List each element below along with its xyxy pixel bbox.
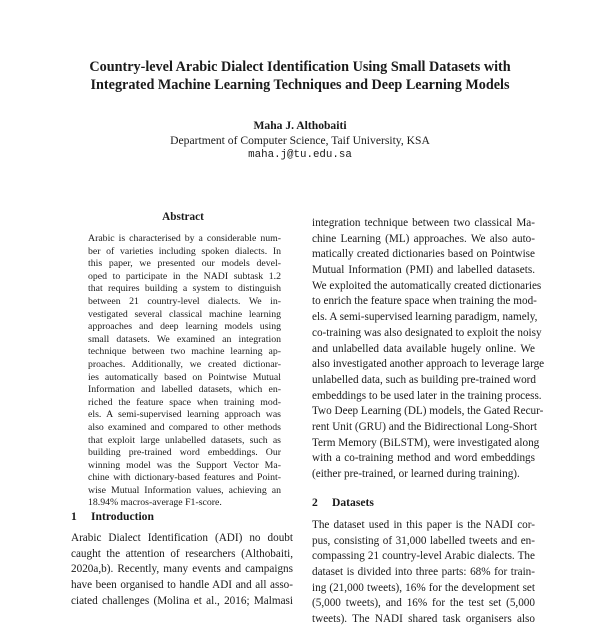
title-line: Country-level Arabic Dialect Identification Using Small Datasets with bbox=[89, 59, 511, 75]
text-line: riched the feature space when training mod- bbox=[88, 396, 281, 408]
datasets-body bbox=[312, 518, 535, 628]
text-line: els. A semi-supervised learning approach was bbox=[88, 409, 281, 421]
section-number: 1 bbox=[71, 510, 77, 523]
text-line: and unlabelled data available hugely online. We bbox=[312, 342, 535, 355]
text-line: We exploited the automatically created dictionaries bbox=[312, 279, 542, 292]
text-line: oped to participate in the NADI subtask 1.2 bbox=[88, 270, 281, 282]
section-number: 2 bbox=[312, 496, 318, 509]
author-affiliation: Department of Computer Science, Taif University, KSA bbox=[170, 133, 430, 147]
text-line: to enrich the feature space when training the mod- bbox=[312, 295, 537, 308]
section-heading-datasets bbox=[312, 496, 374, 509]
text-line: Two Deep Learning (DL) models, the Gated Recur- bbox=[312, 405, 544, 418]
text-line: ing (21,000 tweets), 16% for the development set bbox=[312, 581, 535, 594]
text-line: proaches. Additionally, we created dictionar- bbox=[88, 358, 281, 370]
text-line: this paper, we presented our models devel- bbox=[88, 258, 281, 270]
text-line: els. A semi-supervised learning paradigm, namely, bbox=[312, 311, 538, 324]
text-line: compassing 21 country-level Arabic dialects. The bbox=[312, 550, 535, 563]
text-line: have been organised to handle ADI and all asso- bbox=[71, 579, 293, 592]
text-line: unlabelled data, such as building pre-trained word bbox=[312, 373, 536, 386]
text-line: approaches and deep learning models using bbox=[88, 321, 281, 333]
text-line: between 21 country-level dialects. We in- bbox=[88, 295, 281, 307]
text-line: chine with dictionary-based features and Point- bbox=[88, 472, 281, 484]
text-line: The dataset used in this paper is the NADI cor- bbox=[312, 519, 535, 531]
text-line: Arabic Dialect Identification (ADI) no doubt bbox=[71, 532, 293, 544]
text-line: (either pre-trained, or learned during training). bbox=[312, 468, 520, 480]
text-line: matically created dictionaries based on Pointwise bbox=[312, 248, 535, 261]
text-line: ber of varieties including spoken dialects. In bbox=[88, 245, 281, 257]
text-line: that exploit large unlabelled datasets, such as bbox=[88, 434, 281, 446]
text-line: dataset is divided into three parts: 68% for train- bbox=[312, 566, 535, 579]
right-column-body bbox=[312, 216, 545, 483]
text-line: ies automatically based on Pointwise Mutual bbox=[88, 371, 281, 383]
text-line: embeddings to be used later in the training process. bbox=[312, 389, 542, 402]
text-line: caught the attention of researchers (Althobaiti, bbox=[71, 547, 293, 560]
text-line: 2020a,b). Recently, many events and campaigns bbox=[71, 563, 293, 576]
text-line: vestigated several classical machine learning bbox=[88, 308, 281, 320]
section-heading-introduction bbox=[71, 510, 154, 523]
text-line: that requires building a system to distinguish bbox=[88, 283, 281, 295]
text-line: chine Learning (ML) approaches. We also auto- bbox=[312, 232, 535, 245]
abstract-heading: Abstract bbox=[162, 211, 204, 223]
text-line: with a co-training method and word embeddings bbox=[312, 452, 535, 465]
text-line: technique between two machine learning ap- bbox=[88, 346, 281, 358]
text-line: Term Memory (BiLSTM), were investigated along bbox=[312, 436, 540, 449]
text-line: wise Mutual Information values, achieving an bbox=[88, 484, 281, 496]
text-line: integration technique between two classical Ma- bbox=[312, 217, 535, 229]
text-line: also examined and compared to other methods bbox=[88, 421, 281, 433]
text-line: Mutual Information (PMI) and labelled datasets. bbox=[312, 264, 535, 277]
text-line: building pre-trained word embeddings. Our bbox=[88, 447, 281, 459]
title-line: Integrated Machine Learning Techniques and Deep Learning Models bbox=[90, 77, 510, 93]
author-block bbox=[100, 119, 500, 163]
text-line: ciated challenges (Molina et al., 2016; Malmasi bbox=[71, 594, 293, 607]
text-line: tweets). The NADI shared task organisers also bbox=[312, 613, 535, 626]
introduction-body bbox=[71, 531, 293, 609]
text-line: 18.94% macros-average F1-score. bbox=[88, 497, 222, 509]
text-line: (5,000 tweets), and 16% for the test set (5,000 bbox=[312, 597, 535, 610]
text-line: rent Unit (GRU) and the Bidirectional Long-Short bbox=[312, 420, 537, 433]
text-line: winning model was the Support Vector Ma- bbox=[88, 459, 281, 471]
text-line: small datasets. We examined an integration bbox=[88, 333, 281, 345]
text-line: Arabic is characterised by a considerable num- bbox=[88, 233, 281, 244]
author-name: Maha J. Althobaiti bbox=[253, 119, 347, 132]
text-line: Information and labelled datasets, which en- bbox=[88, 384, 281, 396]
text-line: co-training was also designated to exploit the noisy bbox=[312, 326, 542, 339]
section-title: Datasets bbox=[332, 496, 374, 509]
text-line: pus, consisting of 31,000 labelled tweets and en- bbox=[312, 534, 535, 547]
paper-title bbox=[60, 58, 540, 94]
text-line: also investigated another approach to leverage large bbox=[312, 358, 545, 371]
abstract-body bbox=[88, 233, 281, 510]
section-title: Introduction bbox=[91, 510, 154, 523]
author-email: maha.j@tu.edu.sa bbox=[248, 149, 352, 161]
